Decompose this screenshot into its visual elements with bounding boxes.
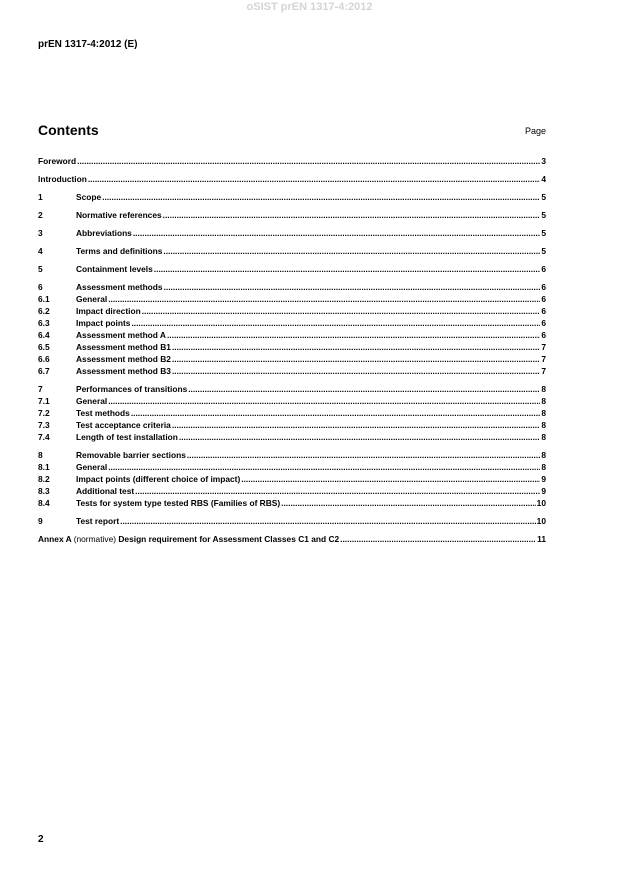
toc-section-number: 8.1 <box>38 462 50 472</box>
toc-entry[interactable] <box>38 419 546 431</box>
toc-section-title: Tests for system type tested RBS (Families of RBS) <box>76 498 281 508</box>
toc-section-title: Assessment method A <box>76 330 166 340</box>
toc-section-number: 7.2 <box>38 408 50 418</box>
toc-section-number: 6.6 <box>38 354 50 364</box>
toc-entry[interactable] <box>38 485 546 497</box>
toc-section-title: Containment levels <box>76 264 153 274</box>
toc-page-number: 6 <box>541 282 546 292</box>
toc-section-title: General <box>76 462 108 472</box>
toc-section-title: Length of test installation <box>76 432 178 442</box>
toc-page-number: 6 <box>541 306 546 316</box>
toc-leader-dots <box>187 449 540 461</box>
toc-section-title: General <box>76 294 108 304</box>
toc-entry[interactable] <box>38 209 546 221</box>
toc-section-number: 7.3 <box>38 420 50 430</box>
toc-page-number: 8 <box>541 420 546 430</box>
toc-page-number: 9 <box>541 474 546 484</box>
toc-page-number: 6 <box>541 330 546 340</box>
toc-section-number: 6.7 <box>38 366 50 376</box>
toc-page-number: 8 <box>541 408 546 418</box>
toc-section-title: Foreword <box>38 156 77 166</box>
toc-leader-dots <box>163 245 540 257</box>
toc-leader-dots <box>133 227 540 239</box>
toc-leader-dots <box>108 395 540 407</box>
annex-label: Annex A <box>38 534 72 544</box>
toc-page-number: 8 <box>541 396 546 406</box>
toc-page-number: 10 <box>536 498 546 508</box>
toc-leader-dots <box>188 383 540 395</box>
toc-section-title: Additional test <box>76 486 135 496</box>
page-column-label: Page <box>524 126 546 136</box>
toc-page-number: 5 <box>541 228 546 238</box>
toc-leader-dots <box>172 353 540 365</box>
toc-section-title: Introduction <box>38 174 87 184</box>
toc-page-number: 11 <box>537 534 546 544</box>
toc-section-title: Assessment method B2 <box>76 354 171 364</box>
toc-entry[interactable] <box>38 449 546 461</box>
toc-entry[interactable] <box>38 473 546 485</box>
toc-entry[interactable] <box>38 293 546 305</box>
toc-leader-dots <box>167 329 540 341</box>
toc-section-number: 8.3 <box>38 486 50 496</box>
toc-entry[interactable] <box>38 245 546 257</box>
toc-section-title: Removable barrier sections <box>76 450 186 460</box>
toc-page-number: 10 <box>536 516 546 526</box>
toc-page-number: 5 <box>541 246 546 256</box>
toc-page-number: 5 <box>541 210 546 220</box>
toc-leader-dots <box>163 209 541 221</box>
toc-page-number: 7 <box>541 354 546 364</box>
toc-entry[interactable] <box>38 407 546 419</box>
toc-page-number: 6 <box>541 294 546 304</box>
footer-page-number: 2 <box>38 834 44 845</box>
toc-section-title: Assessment method B3 <box>76 366 171 376</box>
toc-entry[interactable] <box>38 431 546 443</box>
toc-leader-dots <box>281 497 536 509</box>
toc-leader-dots <box>120 515 536 527</box>
toc-page-number: 4 <box>541 174 546 184</box>
toc-page-number: 8 <box>541 384 546 394</box>
toc-section-title: Test report <box>76 516 120 526</box>
toc-entry[interactable] <box>38 497 546 509</box>
toc-section-title: Abbreviations <box>76 228 132 238</box>
toc-section-title: Test methods <box>76 408 130 418</box>
toc-section-number: 6.3 <box>38 318 50 328</box>
toc-entry[interactable] <box>38 173 546 185</box>
toc-leader-dots <box>164 281 541 293</box>
toc-entry[interactable] <box>38 515 546 527</box>
toc-section-title: Normative references <box>76 210 162 220</box>
toc-section-number: 8 <box>38 450 43 460</box>
toc-page-number: 6 <box>541 318 546 328</box>
toc-page-number: 8 <box>541 432 546 442</box>
toc-entry[interactable] <box>38 227 546 239</box>
toc-section-number: 7.4 <box>38 432 50 442</box>
toc-leader-dots <box>135 485 540 497</box>
toc-page-number: 5 <box>541 192 546 202</box>
toc-entry[interactable] <box>38 341 546 353</box>
toc-section-title: Assessment methods <box>76 282 163 292</box>
toc-leader-dots <box>241 473 540 485</box>
toc-section-number: 7 <box>38 384 43 394</box>
toc-section-number: 9 <box>38 516 43 526</box>
annex-title: Design requirement for Assessment Classes C1 and C2 <box>118 534 340 544</box>
toc-entry[interactable] <box>38 329 546 341</box>
toc-section-number: 8.4 <box>38 498 50 508</box>
toc-leader-dots <box>172 365 540 377</box>
toc-section-title: Impact points (different choice of impact) <box>76 474 241 484</box>
toc-section-number: 7.1 <box>38 396 50 406</box>
table-of-contents <box>38 155 546 545</box>
toc-section-number: 2 <box>38 210 43 220</box>
toc-section-title: Impact points <box>76 318 131 328</box>
toc-section-number: 8.2 <box>38 474 50 484</box>
watermark: oSIST prEN 1317-4:2012 <box>246 1 373 13</box>
toc-section-title: General <box>76 396 108 406</box>
toc-leader-dots <box>340 533 536 545</box>
toc-page-number: 3 <box>541 156 546 166</box>
toc-entry[interactable] <box>38 305 546 317</box>
toc-leader-dots <box>142 305 541 317</box>
toc-entry[interactable] <box>38 353 546 365</box>
toc-leader-dots <box>108 293 540 305</box>
toc-entry[interactable] <box>38 155 546 167</box>
toc-section-title: Assessment method B1 <box>76 342 171 352</box>
toc-section-number: 4 <box>38 246 43 256</box>
annex-qualifier: (normative) <box>73 534 117 544</box>
toc-entry[interactable] <box>38 317 546 329</box>
toc-leader-dots <box>172 419 541 431</box>
toc-page-number: 6 <box>541 264 546 274</box>
toc-section-number: 6 <box>38 282 43 292</box>
toc-section-number: 6.1 <box>38 294 50 304</box>
toc-section-title: Impact direction <box>76 306 141 316</box>
toc-entry[interactable] <box>38 383 546 395</box>
toc-page-number: 7 <box>541 342 546 352</box>
toc-section-number: 6.2 <box>38 306 50 316</box>
toc-entry[interactable] <box>38 365 546 377</box>
toc-page-number: 8 <box>541 462 546 472</box>
toc-section-title: Performances of transitions <box>76 384 188 394</box>
toc-entry[interactable] <box>38 191 546 203</box>
toc-entry[interactable] <box>38 461 546 473</box>
toc-section-number: 3 <box>38 228 43 238</box>
toc-section-number: 1 <box>38 192 43 202</box>
toc-leader-dots <box>108 461 540 473</box>
toc-section-number: 6.5 <box>38 342 50 352</box>
toc-page-number: 8 <box>541 450 546 460</box>
toc-entry[interactable] <box>38 281 546 293</box>
toc-page-number: 9 <box>541 486 546 496</box>
toc-section-number: 5 <box>38 264 43 274</box>
toc-leader-dots <box>172 341 540 353</box>
toc-page-number: 7 <box>541 366 546 376</box>
toc-section-title: Terms and definitions <box>76 246 163 256</box>
toc-entry[interactable] <box>38 263 546 275</box>
toc-section-title: Test acceptance criteria <box>76 420 171 430</box>
toc-leader-dots <box>154 263 541 275</box>
toc-leader-dots <box>102 191 540 203</box>
contents-heading: Contents <box>38 122 99 138</box>
toc-entry[interactable] <box>38 395 546 407</box>
toc-section-title: Scope <box>76 192 102 202</box>
toc-annex-entry[interactable] <box>38 533 546 545</box>
toc-leader-dots <box>179 431 540 443</box>
document-id: prEN 1317-4:2012 (E) <box>38 39 138 50</box>
toc-leader-dots <box>131 317 540 329</box>
toc-leader-dots <box>77 155 540 167</box>
toc-section-number: 6.4 <box>38 330 50 340</box>
toc-leader-dots <box>88 173 540 185</box>
toc-leader-dots <box>131 407 541 419</box>
